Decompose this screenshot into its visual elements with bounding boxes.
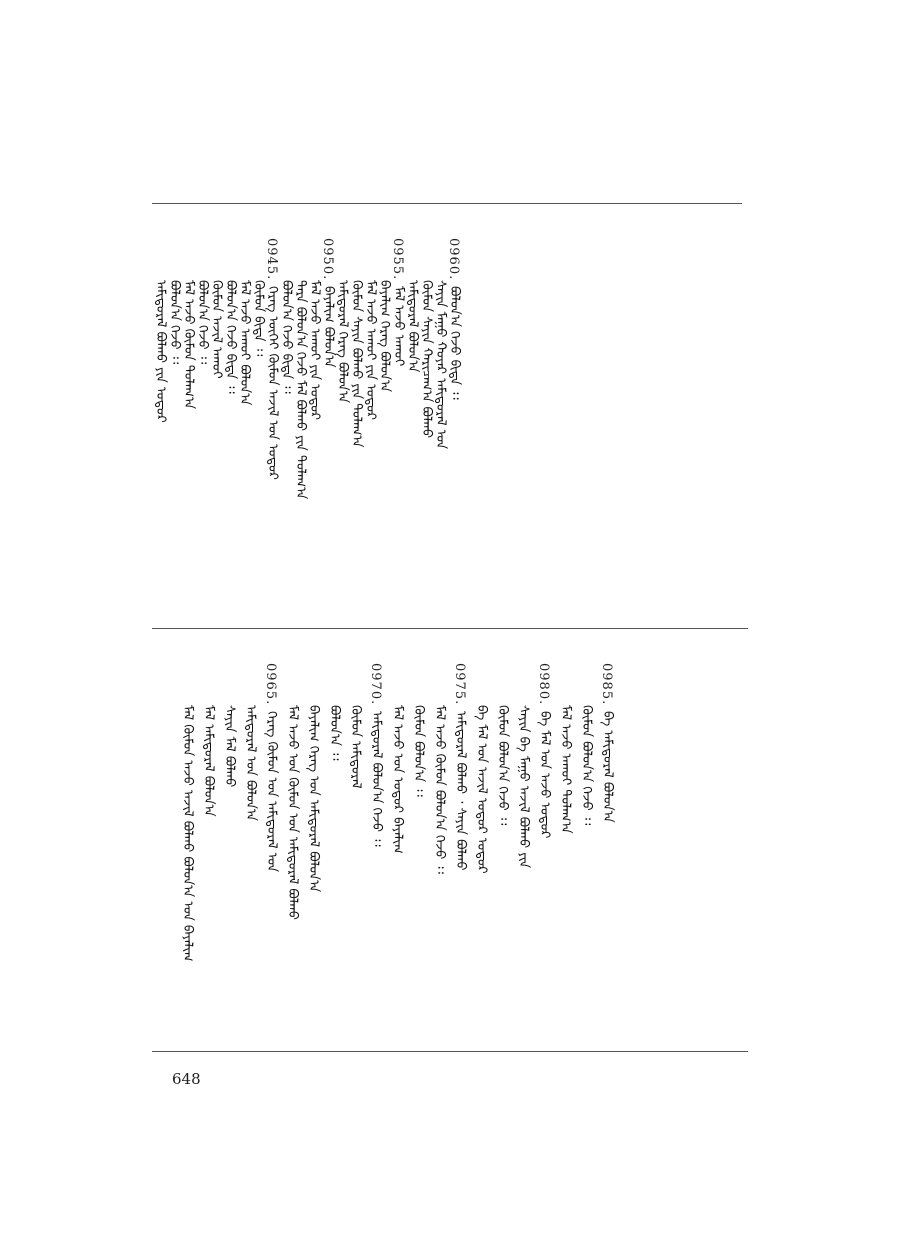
- middle-divider: [152, 628, 748, 629]
- verse-number: 0970.: [368, 663, 383, 706]
- text-line: ᠮᠠᠯ ᠠᠵᠤ ᠬᠦᠮᠦᠨ ᠪᠣᠯᠤᠨ᠎ᠠ ᠭᠡᠵᠦ ᠄᠄: [432, 705, 447, 874]
- text-line: ᠠᠮᠢᠳᠤᠷᠠᠯ ᠤᠨ ᠪᠣᠯᠤᠨ᠎ᠠ: [243, 705, 258, 821]
- text-line: ᠠᠮᠢᠳᠤᠷᠠᠯ ᠬᠡᠷᠡᠭ ᠪᠣᠯᠤᠨ᠎ᠠ: [335, 280, 350, 403]
- text-line: ᠰᠠᠶᠢᠨ ᠮᠠᠭᠤ ᠬᠣᠶᠠᠷ ᠠᠮᠢᠳᠤᠷᠠᠯ ᠤᠨ: [433, 280, 448, 450]
- text-line: ᠮᠠᠯ ᠠᠵᠤ ᠠᠬᠤᠢ ᠲᠤᠯᠠᠭ᠎ᠠ: [558, 705, 573, 834]
- text-line: ᠪᠠᠶᠠᠯᠢᠭ ᠬᠡᠷᠡᠭ ᠪᠣᠯᠤᠨ᠎ᠠ: [377, 280, 392, 393]
- text-line: ᠬᠦᠮᠦᠨ ᠠᠵᠢᠯ ᠠᠬᠤᠢ: [209, 280, 224, 379]
- text-line: ᠮᠠᠯ ᠠᠵᠤ ᠠᠬᠤᠢ: [391, 286, 406, 367]
- text-line: ᠬᠦᠮᠦᠨ ᠪᠣᠯᠤᠨ᠎ᠠ ᠭᠡᠵᠦ ᠄᠄: [495, 705, 510, 826]
- text-line: ᠪᠠ ᠮᠠᠯ ᠤᠨ ᠠᠵᠤ ᠤᠳᠤᠷ: [537, 711, 552, 839]
- verse-number: 0980.: [536, 663, 551, 706]
- text-line: ᠬᠦᠮᠦᠨ ᠪᠢᠳᠡ ᠄᠄: [251, 280, 266, 357]
- text-line: ᠮᠠᠯ ᠬᠦᠮᠦᠨ ᠠᠵᠤ ᠠᠵᠢᠯ ᠪᠣᠯᠬᠤ ᠪᠣᠯᠤᠨ᠎ᠠ ᠤᠨ ᠪᠠᠶᠠᠯᠢᠭ: [180, 705, 195, 962]
- text-line: ᠬᠦᠮᠦᠨ ᠠᠮᠢᠳᠤᠷᠠᠯ: [348, 705, 363, 789]
- verse-number: 0965.: [263, 663, 278, 706]
- text-line: ᠬᠦᠮᠦᠨ ᠪᠣᠯᠤᠨ᠎ᠠ ᠄᠄: [411, 705, 426, 797]
- lower-text-block: [160, 665, 620, 995]
- verse-number: 0975.: [452, 663, 467, 706]
- text-line: ᠬᠦᠮᠦᠨ ᠰᠠᠶᠢᠨ ᠬᠠᠷᠢᠴᠠᠭ᠎ᠠ ᠪᠣᠯᠬᠤ: [419, 280, 434, 438]
- text-line: ᠰᠠᠶᠢᠨ ᠪᠠ ᠮᠠᠭᠤ ᠠᠵᠢᠯ ᠪᠣᠯᠬᠤ ᠶᠢᠨ: [516, 705, 531, 869]
- text-line: ᠲᠡᠷᠡ ᠪᠣᠯᠤᠨ᠎ᠠ ᠭᠡᠵᠦ ᠮᠠᠯ ᠪᠣᠯᠬᠤ ᠶᠢᠨ ᠲᠤᠯᠠᠭ᠎ᠠ: [293, 280, 308, 500]
- text-line: ᠪᠣᠯᠣᠨ᠎ᠠ ᠭᠡᠵᠦ ᠪᠢᠳᠡ ᠄᠄: [447, 286, 462, 400]
- verse-number: 0945.: [264, 238, 279, 281]
- page-number: 648: [172, 1070, 201, 1088]
- text-line: ᠠᠮᠢᠳᠤᠷᠠᠯ ᠪᠣᠯᠤᠨ᠎ᠠ ᠭᠡᠵᠦ ᠄᠄: [369, 711, 384, 847]
- text-line: ᠪᠠ ᠠᠮᠢᠳᠤᠷᠠᠯ ᠪᠣᠯᠤᠨ᠎ᠠ: [600, 711, 615, 823]
- text-line: ᠪᠠᠶᠠᠯᠢᠭ ᠪᠣᠯᠤᠨ᠎ᠠ: [321, 286, 336, 368]
- text-line: ᠮᠠᠯ ᠠᠵᠤ ᠤᠨ ᠤᠳᠤᠷ ᠪᠠᠶᠠᠯᠢᠭ: [390, 705, 405, 854]
- text-line: ᠬᠦᠮᠦᠨ ᠪᠣᠯᠤᠨ᠎ᠠ ᠭᠡᠵᠦ ᠄᠄: [579, 705, 594, 826]
- text-line: ᠪᠣᠯᠤᠨ᠎ᠠ ᠭᠡᠵᠦ ᠄᠄: [195, 280, 210, 365]
- text-line: ᠠᠮᠢᠳᠤᠷᠠᠯ ᠪᠣᠯᠬᠤ ᠶᠢᠨ ᠤᠳᠤᠷ: [153, 280, 168, 423]
- top-divider: [152, 203, 742, 204]
- text-line: ᠮᠠᠯ ᠠᠵᠤ ᠬᠦᠮᠦᠨ ᠲᠤᠯᠠᠭ᠎ᠠ: [181, 280, 196, 410]
- text-line: ᠬᠦᠮᠦᠨ ᠰᠠᠶᠢᠨ ᠪᠣᠯᠬᠤ ᠶᠢᠨ ᠲᠤᠯᠠᠭ᠎ᠠ: [349, 280, 364, 448]
- text-line: ᠮᠠᠯ ᠠᠵᠤ ᠤᠨ ᠬᠦᠮᠦᠨ ᠤᠨ ᠠᠮᠢᠳᠤᠷᠠᠯ ᠪᠣᠯᠬᠤ: [285, 705, 300, 920]
- verse-number: 0950.: [320, 238, 335, 281]
- text-line: ᠪᠠᠶᠠᠯᠢᠭ ᠬᠡᠷᠡᠭ ᠤᠨ ᠠᠮᠢᠳᠤᠷᠠᠯ ᠪᠣᠯᠤᠨ᠎ᠠ: [306, 705, 321, 893]
- text-line: ᠮᠠᠯ ᠠᠵᠤ ᠠᠬᠤᠢ ᠶᠢᠨ ᠤᠳᠤᠷ: [307, 280, 322, 421]
- text-line: ᠠᠮᠢᠳᠤᠷᠠᠯ ᠪᠣᠯᠤᠨ᠎ᠠ: [405, 280, 420, 373]
- text-line: ᠪᠣᠯᠤᠨ᠎ᠠ ᠭᠡᠵᠦ ᠄᠄: [167, 280, 182, 365]
- bottom-divider: [152, 1051, 748, 1052]
- text-line: ᠮᠠᠯ ᠠᠵᠤ ᠠᠬᠤᠢ ᠪᠣᠯᠤᠨ᠎ᠠ: [237, 280, 252, 406]
- text-line: ᠰᠠᠶᠢᠨ ᠮᠠᠯ ᠪᠣᠯᠬᠤ: [222, 705, 237, 788]
- text-line: ᠮᠠᠯ ᠠᠮᠢᠳᠤᠷᠠᠯ ᠪᠣᠯᠤᠨ᠎ᠠ: [201, 705, 216, 817]
- text-line: ᠪᠣᠯᠤᠨ᠎ᠠ ᠄᠄: [327, 705, 342, 761]
- text-line: ᠪᠠ ᠮᠠᠯ ᠤᠨ ᠠᠵᠢᠯ ᠤᠳᠤᠷ ᠤᠳᠤᠷ: [474, 705, 489, 874]
- text-line: ᠬᠡᠷᠡᠭ ᠬᠦᠮᠦᠨ ᠤᠨ ᠠᠮᠢᠳᠤᠷᠠᠯ ᠤᠨ: [264, 711, 279, 873]
- text-line: ᠬᠡᠷᠡᠭ ᠦᠭᠡᠢ ᠬᠦᠮᠦᠨ ᠠᠵᠢᠯ ᠤᠨ ᠤᠳᠤᠷ: [265, 286, 280, 480]
- verse-number: 0960.: [446, 238, 461, 281]
- text-line: ᠪᠣᠯᠤᠨ᠎ᠠ ᠭᠡᠵᠦ ᠪᠢᠳᠡ ᠄᠄: [223, 280, 238, 394]
- text-line: ᠠᠮᠢᠳᠤᠷᠠᠯ ᠪᠣᠯᠬᠤ ᠂ ᠰᠠᠶᠢᠨ ᠪᠣᠯᠬᠤ: [453, 711, 468, 871]
- verse-number: 0985.: [599, 663, 614, 706]
- text-line: ᠮᠠᠯ ᠠᠵᠤ ᠠᠬᠤᠢ ᠶᠢᠨ ᠤᠳᠤᠷ: [363, 280, 378, 421]
- upper-text-block: [153, 238, 462, 580]
- verse-number: 0955.: [390, 238, 405, 281]
- text-line: ᠪᠣᠯᠤᠨ᠎ᠠ ᠭᠡᠵᠦ ᠪᠢᠳᠡ ᠄᠄: [279, 280, 294, 394]
